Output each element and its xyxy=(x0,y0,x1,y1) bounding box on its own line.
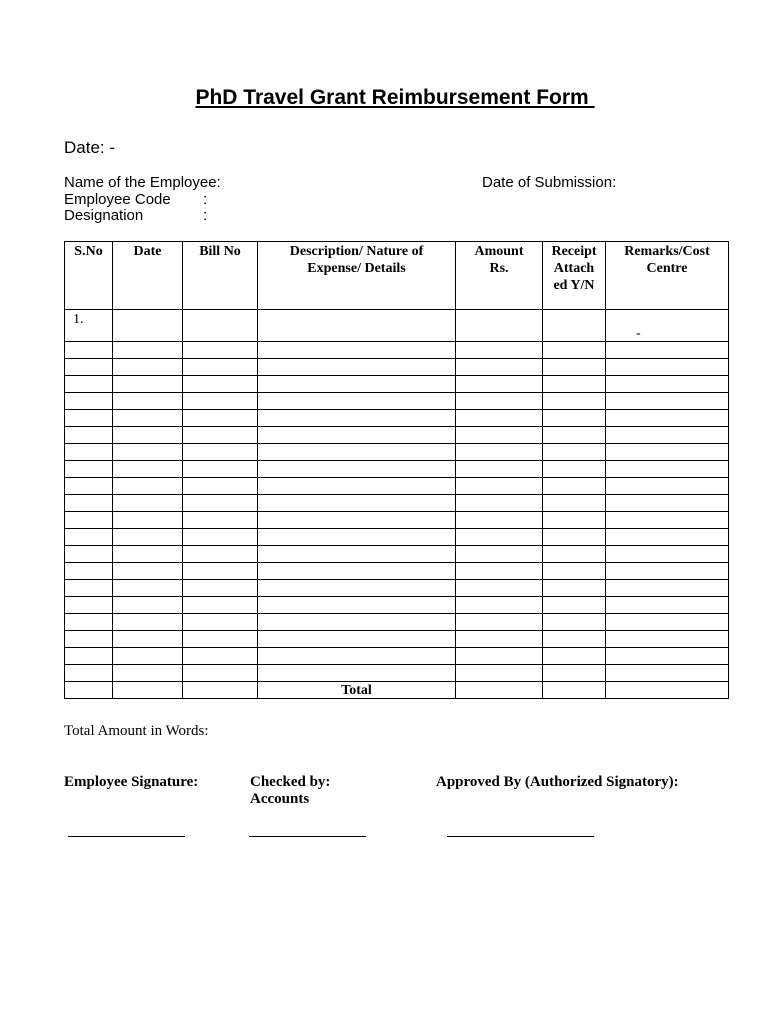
sno-cell[interactable] xyxy=(65,563,113,580)
table-row xyxy=(65,597,729,614)
sno-cell[interactable] xyxy=(65,614,113,631)
bill-no-cell[interactable] xyxy=(183,512,258,529)
sno-cell[interactable] xyxy=(65,444,113,461)
date-cell[interactable] xyxy=(113,393,183,410)
receipt-cell[interactable] xyxy=(543,563,606,580)
total-empty-cell xyxy=(543,682,606,699)
amount-cell[interactable] xyxy=(456,410,543,427)
sno-cell[interactable] xyxy=(65,478,113,495)
bill-no-cell[interactable] xyxy=(183,597,258,614)
receipt-cell[interactable] xyxy=(543,444,606,461)
remarks-cell[interactable] xyxy=(606,495,729,512)
sno-cell[interactable] xyxy=(65,631,113,648)
bill-no-cell[interactable] xyxy=(183,495,258,512)
total-amount-cell[interactable] xyxy=(456,682,543,699)
remarks-cell[interactable] xyxy=(606,359,729,376)
bill-no-cell[interactable] xyxy=(183,563,258,580)
amount-cell[interactable] xyxy=(456,310,543,342)
table-total-row xyxy=(65,682,729,699)
bill-no-cell[interactable] xyxy=(183,631,258,648)
table-header-row xyxy=(65,242,729,310)
amount-cell[interactable] xyxy=(456,563,543,580)
date-cell[interactable] xyxy=(113,410,183,427)
table-row xyxy=(65,648,729,665)
checked-by-label xyxy=(250,774,330,808)
date-cell[interactable] xyxy=(113,648,183,665)
employee-code-colon: : xyxy=(203,191,208,208)
header-sno: S.No xyxy=(65,242,113,310)
amount-cell[interactable] xyxy=(456,597,543,614)
amount-cell[interactable] xyxy=(456,580,543,597)
remarks-cell[interactable] xyxy=(606,461,729,478)
amount-cell[interactable] xyxy=(456,461,543,478)
description-cell[interactable] xyxy=(258,393,456,410)
description-cell[interactable] xyxy=(258,310,456,342)
date-cell[interactable] xyxy=(113,478,183,495)
description-cell[interactable] xyxy=(258,665,456,682)
sno-cell[interactable] xyxy=(65,376,113,393)
bill-no-cell[interactable] xyxy=(183,546,258,563)
employee-signature-line[interactable] xyxy=(68,836,185,837)
description-cell[interactable] xyxy=(258,631,456,648)
receipt-cell[interactable] xyxy=(543,310,606,342)
table-row xyxy=(65,614,729,631)
remarks-cell[interactable] xyxy=(606,427,729,444)
bill-no-cell[interactable] xyxy=(183,580,258,597)
description-cell[interactable] xyxy=(258,580,456,597)
sno-cell[interactable] xyxy=(65,427,113,444)
table-row xyxy=(65,342,729,359)
amount-cell[interactable] xyxy=(456,512,543,529)
table-row xyxy=(65,427,729,444)
description-cell[interactable] xyxy=(258,376,456,393)
bill-no-cell[interactable] xyxy=(183,614,258,631)
table-row xyxy=(65,410,729,427)
table-row xyxy=(65,461,729,478)
sno-cell[interactable] xyxy=(65,393,113,410)
receipt-cell[interactable] xyxy=(543,512,606,529)
description-cell[interactable] xyxy=(258,512,456,529)
sno-cell[interactable] xyxy=(65,461,113,478)
date-cell[interactable] xyxy=(113,444,183,461)
checked-by-text: Checked by: xyxy=(250,774,331,790)
remarks-cell[interactable] xyxy=(606,563,729,580)
receipt-cell[interactable] xyxy=(543,376,606,393)
table-row xyxy=(65,495,729,512)
receipt-cell[interactable] xyxy=(543,393,606,410)
remarks-cell[interactable] xyxy=(606,631,729,648)
remarks-cell[interactable] xyxy=(606,614,729,631)
sno-cell[interactable] xyxy=(65,342,113,359)
header-description: Description/ Nature of Expense/ Details xyxy=(258,242,456,310)
employee-name-label: Name of the Employee: xyxy=(64,174,221,191)
table-row xyxy=(65,444,729,461)
description-cell[interactable] xyxy=(258,427,456,444)
table-row xyxy=(65,546,729,563)
remarks-cell[interactable] xyxy=(606,529,729,546)
amount-cell[interactable] xyxy=(456,631,543,648)
description-cell[interactable] xyxy=(258,444,456,461)
form-title: PhD Travel Grant Reimbursement Form xyxy=(195,86,595,109)
date-cell[interactable] xyxy=(113,614,183,631)
amount-cell[interactable] xyxy=(456,359,543,376)
receipt-cell[interactable] xyxy=(543,359,606,376)
remarks-cell[interactable] xyxy=(606,376,729,393)
remarks-cell[interactable] xyxy=(606,444,729,461)
remarks-cell[interactable] xyxy=(606,512,729,529)
checked-by-signature-line[interactable] xyxy=(249,836,366,837)
date-cell[interactable] xyxy=(113,495,183,512)
table-row xyxy=(65,359,729,376)
date-cell[interactable] xyxy=(113,580,183,597)
amount-cell[interactable] xyxy=(456,376,543,393)
date-label: Date: - xyxy=(64,138,116,157)
sno-cell[interactable] xyxy=(65,648,113,665)
sno-cell[interactable] xyxy=(65,410,113,427)
receipt-cell[interactable] xyxy=(543,580,606,597)
description-cell[interactable] xyxy=(258,461,456,478)
table-row xyxy=(65,310,729,342)
amount-cell[interactable] xyxy=(456,614,543,631)
date-cell[interactable] xyxy=(113,427,183,444)
description-cell[interactable] xyxy=(258,410,456,427)
amount-cell[interactable] xyxy=(456,342,543,359)
designation-colon: : xyxy=(203,207,208,224)
amount-cell[interactable] xyxy=(456,444,543,461)
total-empty-cell xyxy=(606,682,729,699)
receipt-cell[interactable] xyxy=(543,631,606,648)
sno-cell[interactable] xyxy=(65,597,113,614)
bill-no-cell[interactable] xyxy=(183,376,258,393)
table-row xyxy=(65,393,729,410)
bill-no-cell[interactable] xyxy=(183,444,258,461)
bill-no-cell[interactable] xyxy=(183,478,258,495)
sno-cell[interactable] xyxy=(65,529,113,546)
amount-cell[interactable] xyxy=(456,665,543,682)
total-empty-cell xyxy=(183,682,258,699)
accounts-text: Accounts xyxy=(250,791,310,807)
bill-no-cell[interactable] xyxy=(183,648,258,665)
amount-cell[interactable] xyxy=(456,648,543,665)
receipt-cell[interactable] xyxy=(543,529,606,546)
receipt-cell[interactable] xyxy=(543,546,606,563)
amount-cell[interactable] xyxy=(456,495,543,512)
date-cell[interactable] xyxy=(113,359,183,376)
description-cell[interactable] xyxy=(258,563,456,580)
date-cell[interactable] xyxy=(113,546,183,563)
receipt-cell[interactable] xyxy=(543,495,606,512)
remarks-cell[interactable] xyxy=(606,648,729,665)
receipt-cell[interactable] xyxy=(543,614,606,631)
header-amount: Amount Rs. xyxy=(456,242,543,310)
table-row xyxy=(65,665,729,682)
approved-by-signature-line[interactable] xyxy=(447,836,594,837)
remarks-cell[interactable]: - xyxy=(606,310,729,342)
approved-by-label: Approved By (Authorized Signatory): xyxy=(436,774,679,790)
description-cell[interactable] xyxy=(258,342,456,359)
remarks-cell[interactable] xyxy=(606,393,729,410)
description-cell[interactable] xyxy=(258,478,456,495)
employee-signature-label: Employee Signature: xyxy=(64,774,199,790)
table-row xyxy=(65,580,729,597)
date-cell[interactable] xyxy=(113,631,183,648)
receipt-cell[interactable] xyxy=(543,410,606,427)
employee-code-label: Employee Code xyxy=(64,191,171,208)
designation-label: Designation xyxy=(64,207,144,224)
date-cell[interactable] xyxy=(113,376,183,393)
bill-no-cell[interactable] xyxy=(183,461,258,478)
remarks-cell[interactable] xyxy=(606,580,729,597)
table-row xyxy=(65,529,729,546)
date-of-submission-label: Date of Submission: xyxy=(482,174,617,191)
description-cell[interactable] xyxy=(258,648,456,665)
bill-no-cell[interactable] xyxy=(183,665,258,682)
date-cell[interactable] xyxy=(113,665,183,682)
amount-cell[interactable] xyxy=(456,478,543,495)
table-row xyxy=(65,478,729,495)
table-row xyxy=(65,376,729,393)
receipt-cell[interactable] xyxy=(543,427,606,444)
date-cell[interactable] xyxy=(113,529,183,546)
description-cell[interactable] xyxy=(258,359,456,376)
bill-no-cell[interactable] xyxy=(183,529,258,546)
date-cell[interactable] xyxy=(113,597,183,614)
table-row xyxy=(65,512,729,529)
sno-cell[interactable] xyxy=(65,546,113,563)
header-receipt: Receipt Attach ed Y/N xyxy=(543,242,606,310)
remarks-cell[interactable] xyxy=(606,597,729,614)
receipt-cell[interactable] xyxy=(543,342,606,359)
description-cell[interactable] xyxy=(258,495,456,512)
receipt-cell[interactable] xyxy=(543,461,606,478)
receipt-cell[interactable] xyxy=(543,648,606,665)
sno-cell[interactable] xyxy=(65,580,113,597)
remarks-cell[interactable] xyxy=(606,478,729,495)
description-cell[interactable] xyxy=(258,529,456,546)
bill-no-cell[interactable] xyxy=(183,393,258,410)
receipt-cell[interactable] xyxy=(543,597,606,614)
remarks-cell[interactable] xyxy=(606,546,729,563)
receipt-cell[interactable] xyxy=(543,665,606,682)
sno-cell[interactable] xyxy=(65,495,113,512)
date-cell[interactable] xyxy=(113,512,183,529)
row-number: 1. xyxy=(65,310,113,342)
bill-no-cell[interactable] xyxy=(183,310,258,342)
remarks-cell[interactable] xyxy=(606,342,729,359)
remarks-cell[interactable] xyxy=(606,410,729,427)
date-cell[interactable] xyxy=(113,461,183,478)
bill-no-cell[interactable] xyxy=(183,410,258,427)
receipt-cell[interactable] xyxy=(543,478,606,495)
total-empty-cell xyxy=(113,682,183,699)
sno-cell[interactable] xyxy=(65,359,113,376)
description-cell[interactable] xyxy=(258,597,456,614)
total-empty-cell xyxy=(65,682,113,699)
header-date: Date xyxy=(113,242,183,310)
date-cell[interactable] xyxy=(113,563,183,580)
amount-cell[interactable] xyxy=(456,393,543,410)
bill-no-cell[interactable] xyxy=(183,342,258,359)
expense-table xyxy=(64,241,729,699)
header-bill-no: Bill No xyxy=(183,242,258,310)
description-cell[interactable] xyxy=(258,546,456,563)
remarks-cell[interactable] xyxy=(606,665,729,682)
date-cell[interactable] xyxy=(113,310,183,342)
sno-cell[interactable] xyxy=(65,512,113,529)
amount-cell[interactable] xyxy=(456,529,543,546)
description-cell[interactable] xyxy=(258,614,456,631)
amount-cell[interactable] xyxy=(456,427,543,444)
total-label: Total xyxy=(258,682,456,699)
total-in-words-label: Total Amount in Words: xyxy=(64,723,209,739)
header-remarks: Remarks/Cost Centre xyxy=(606,242,729,310)
bill-no-cell[interactable] xyxy=(183,427,258,444)
amount-cell[interactable] xyxy=(456,546,543,563)
table-row xyxy=(65,563,729,580)
bill-no-cell[interactable] xyxy=(183,359,258,376)
table-row xyxy=(65,631,729,648)
sno-cell[interactable] xyxy=(65,665,113,682)
date-cell[interactable] xyxy=(113,342,183,359)
